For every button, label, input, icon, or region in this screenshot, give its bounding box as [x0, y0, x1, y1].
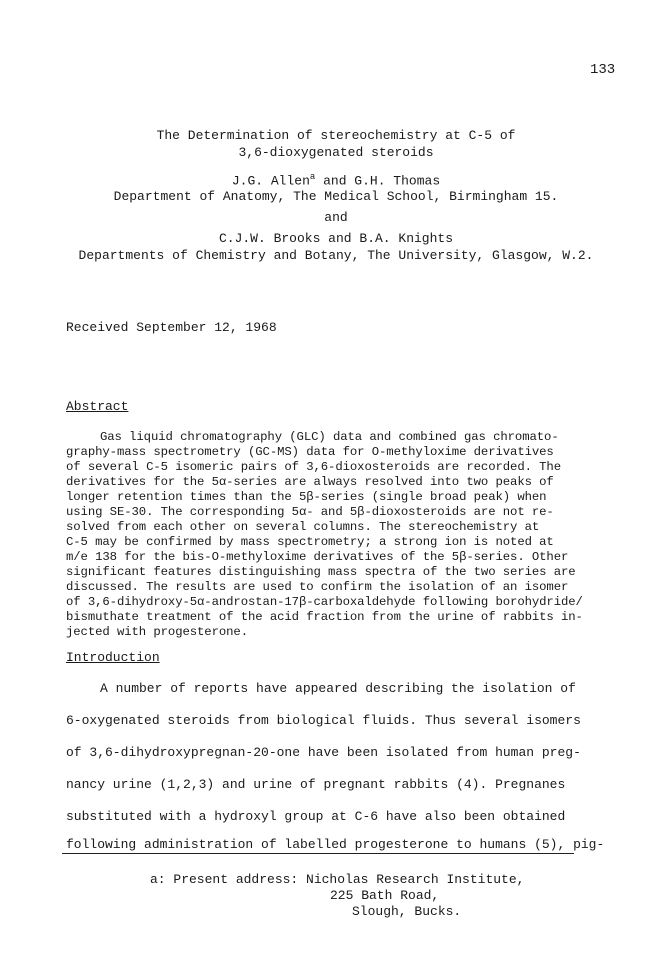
abstract-line: m/e 138 for the bis-O-methyloxime derivatives of the 5β-series. Other	[66, 550, 569, 564]
abstract-line: of several C-5 isomeric pairs of 3,6-dioxosteroids are recorded. The	[66, 460, 561, 474]
abstract-heading: Abstract	[66, 399, 129, 414]
footnote-line-2: 225 Bath Road,	[330, 888, 440, 903]
footnote-line-1: a: Present address: Nicholas Research Institute,	[150, 872, 525, 887]
abstract-line: bismuthate treatment of the acid fraction from the urine of rabbits in-	[66, 610, 583, 624]
abstract-line: Gas liquid chromatography (GLC) data and combined gas chromato-	[100, 430, 559, 444]
intro-line: of 3,6-dihydroxypregnan-20-one have been isolated from human preg-	[66, 745, 581, 760]
abstract-line: of 3,6-dihydroxy-5α-androstan-17β-carboxaldehyde following borohydride/	[66, 595, 583, 609]
author-line-1	[0, 172, 672, 188]
abstract-line: using SE-30. The corresponding 5α- and 5β-dioxosteroids are not re-	[66, 505, 554, 519]
affiliation-1: Department of Anatomy, The Medical School, Birmingham 15.	[113, 189, 559, 204]
author-thomas: and G.H. Thomas	[315, 173, 441, 189]
author-allen: J.G. Allen	[231, 173, 310, 189]
author-line-2: C.J.W. Brooks and B.A. Knights	[218, 231, 454, 246]
intro-line: following administration of labelled progesterone to humans (5), pig-	[66, 837, 605, 852]
abstract-line: significant features distinguishing mass spectra of the two series are	[66, 565, 576, 579]
abstract-line: derivatives for the 5α-series are always resolved into two peaks of	[66, 475, 554, 489]
abstract-line: graphy-mass spectrometry (GC-MS) data for O-methyloxime derivatives	[66, 445, 554, 459]
title-line-1: The Determination of stereochemistry at C-5 of	[156, 128, 516, 143]
and-separator: and	[324, 210, 348, 225]
title-line-2: 3,6-dioxygenated steroids	[238, 145, 434, 160]
abstract-line: solved from each other on several columns. The stereochemistry at	[66, 520, 540, 534]
intro-line: nancy urine (1,2,3) and urine of pregnant rabbits (4). Pregnanes	[66, 777, 566, 792]
intro-line: substituted with a hydroxyl group at C-6 have also been obtained	[66, 809, 566, 824]
intro-line: A number of reports have appeared describing the isolation of	[100, 681, 576, 696]
page-number: 133	[590, 62, 616, 78]
abstract-line: longer retention times than the 5β-series (single broad peak) when	[66, 490, 547, 504]
footnote-rule	[62, 853, 574, 854]
abstract-line: discussed. The results are used to confirm the isolation of an isomer	[66, 580, 569, 594]
affiliation-2: Departments of Chemistry and Botany, The University, Glasgow, W.2.	[78, 248, 594, 263]
introduction-heading: Introduction	[66, 650, 160, 665]
received-date: Received September 12, 1968	[66, 320, 277, 335]
intro-line: 6-oxygenated steroids from biological fluids. Thus several isomers	[66, 713, 581, 728]
footnote-marker: a	[309, 172, 316, 182]
footnote-line-3: Slough, Bucks.	[352, 904, 462, 919]
abstract-line: C-5 may be confirmed by mass spectrometry; a strong ion is noted at	[66, 535, 554, 549]
abstract-line: jected with progesterone.	[66, 625, 248, 639]
